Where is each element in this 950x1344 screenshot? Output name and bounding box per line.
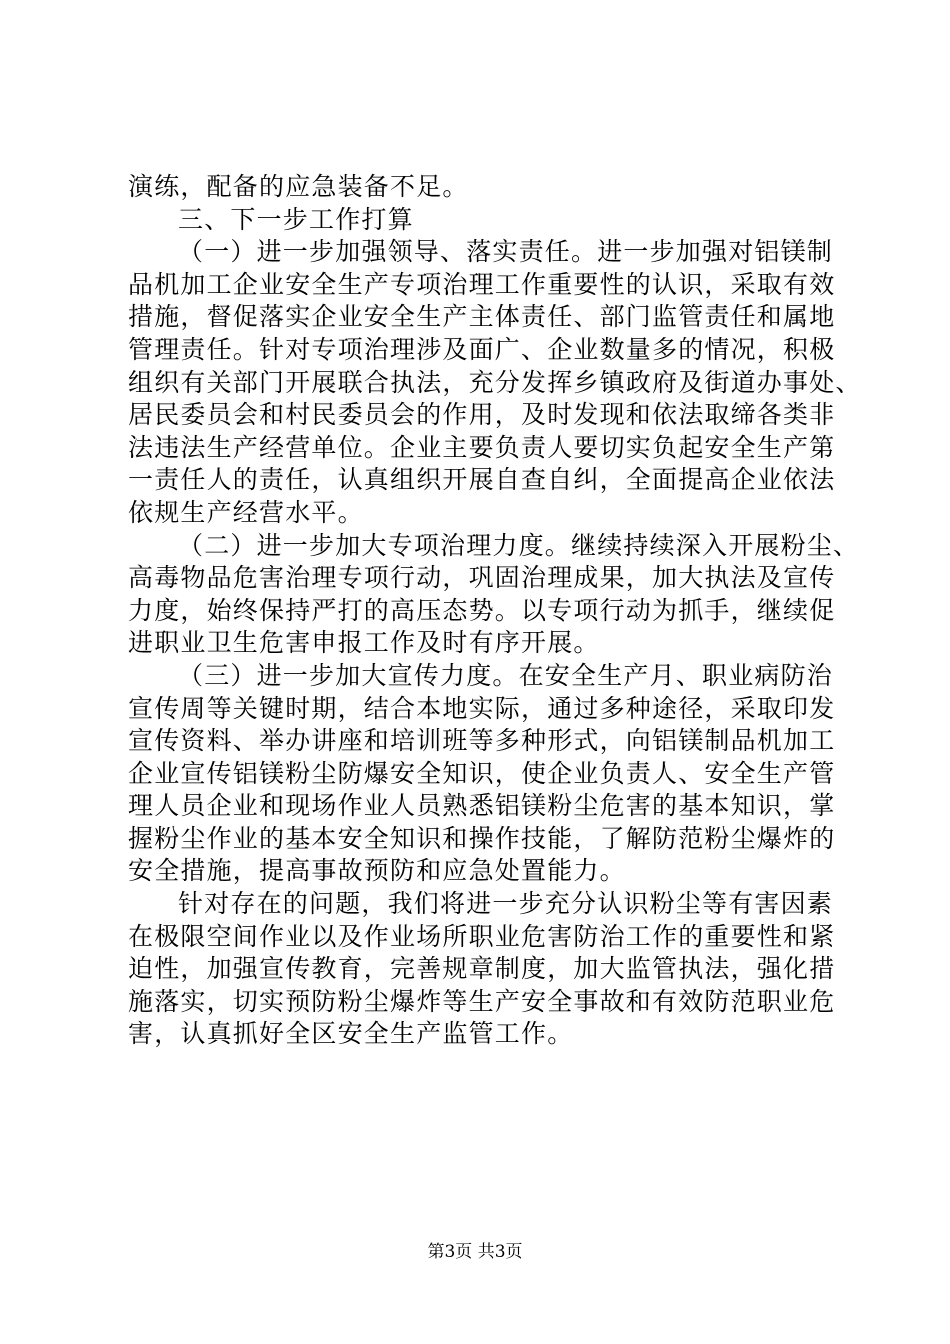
body-line: 施落实，切实预防粉尘爆炸等生产安全事故和有效防范职业危 [128,986,836,1016]
body-line: 握粉尘作业的基本安全知识和操作技能，了解防范粉尘爆炸的 [128,823,836,853]
paragraph-first-line: 针对存在的问题，我们将进一步充分认识粉尘等有害因素 [178,889,834,919]
body-line: 依规生产经营水平。 [128,497,364,527]
paragraph-first-line: （二）进一步加大专项治理力度。继续持续深入开展粉尘、 [178,530,860,560]
body-line: 高毒物品危害治理专项行动，巩固治理成果，加大执法及宣传 [128,563,836,593]
body-line: 企业宣传铝镁粉尘防爆安全知识，使企业负责人、安全生产管 [128,758,836,788]
body-line: 法违法生产经营单位。企业主要负责人要切实负起安全生产第 [128,432,836,462]
page-number-footer: 第3页 共3页 [427,1242,523,1262]
body-line: 宣传资料、举办讲座和培训班等多种形式，向铝镁制品机加工 [128,726,836,756]
paragraph-first-line: （三）进一步加大宣传力度。在安全生产月、职业病防治 [178,660,834,690]
body-line: 居民委员会和村民委员会的作用，及时发现和依法取缔各类非 [128,400,836,430]
body-line: 措施，督促落实企业安全生产主体责任、部门监管责任和属地 [128,302,836,332]
body-line: 安全措施，提高事故预防和应急处置能力。 [128,856,626,886]
body-line: 在极限空间作业以及作业场所职业危害防治工作的重要性和紧 [128,921,836,951]
body-line: 演练，配备的应急装备不足。 [128,172,469,201]
body-line: 害，认真抓好全区安全生产监管工作。 [128,1019,574,1049]
paragraph-first-line: （一）进一步加强领导、落实责任。进一步加强对铝镁制 [178,237,834,267]
body-line: 迫性，加强宣传教育，完善规章制度，加大监管执法，强化措 [128,954,836,984]
body-line: 进职业卫生危害申报工作及时有序开展。 [128,628,600,658]
section-heading: 三、下一步工作打算 [178,204,414,234]
body-line: 品机加工企业安全生产专项治理工作重要性的认识，采取有效 [128,269,836,299]
body-line: 力度，始终保持严打的高压态势。以专项行动为抓手，继续促 [128,595,836,625]
body-line: 一责任人的责任，认真组织开展自查自纠，全面提高企业依法 [128,465,836,495]
body-line: 宣传周等关键时期，结合本地实际，通过多种途径，采取印发 [128,693,836,723]
body-line: 管理责任。针对专项治理涉及面广、企业数量多的情况，积极 [128,334,836,364]
body-line: 理人员企业和现场作业人员熟悉铝镁粉尘危害的基本知识，掌 [128,791,836,821]
body-line: 组织有关部门开展联合执法，充分发挥乡镇政府及街道办事处、 [128,367,862,397]
document-body [128,171,862,1051]
